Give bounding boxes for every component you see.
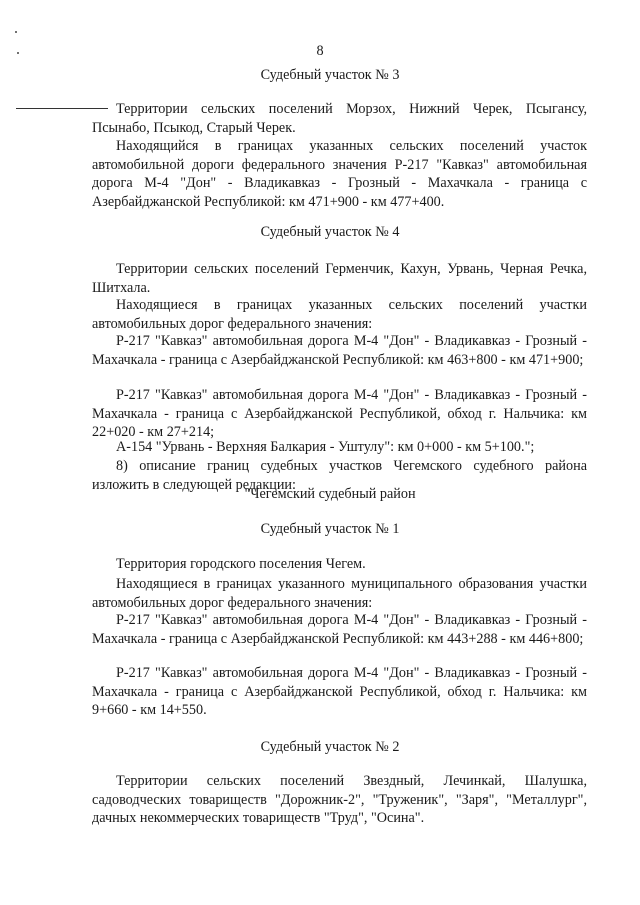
paragraph: Р-217 "Кавказ" автомобильная дорога М-4 "Дон" - Владикавказ - Грозный - Махачкала - граница с Азербайджанской Республикой, обход г. Нальчика: км 9+660 - км 14+550. [92,665,587,719]
section-heading-4: Судебный участок № 4 [260,224,400,240]
section-heading-3: Судебный участок № 3 [260,67,400,83]
paragraph: 8) описание границ судебных участков Чегемского судебного района изложить в следующей редакции: [92,458,587,493]
paragraph: Находящиеся в границах указанного муниципального образования участки автомобильных дорог федерального значения: [92,576,587,611]
paragraph: Территории сельских поселений Морзох, Нижний Черек, Псыгансу, Псынабо, Псыкод, Старый Черек. [92,101,587,136]
paragraph: Находящиеся в границах указанных сельских поселений участки автомобильных дорог федерального значения: [92,297,587,332]
paragraph: Р-217 "Кавказ" автомобильная дорога М-4 "Дон" - Владикавказ - Грозный - Махачкала - граница с Азербайджанской Республикой: км 443+288 - км 446+800; [92,612,587,647]
paragraph: Территория городского поселения Чегем. [116,556,366,572]
paragraph: Находящийся в границах указанных сельских поселений участок автомобильной дороги федерального значения Р-217 "Кавказ" автомобильная дорога М-4 "Дон" - Владикавказ - Грозный - Махачкала - граница с Азербайджанской Республикой: км 471+900 - км 477+400. [92,138,587,210]
paragraph: Р-217 "Кавказ" автомобильная дорога М-4 "Дон" - Владикавказ - Грозный - Махачкала - граница с Азербайджанской Республикой, обход г. Нальчика: км 22+020 - км 27+214; [92,387,587,441]
scan-speck [15,31,17,33]
section-heading-c2: Судебный участок № 2 [260,739,400,755]
section-heading-c1: Судебный участок № 1 [260,521,400,537]
district-title: "Чегемский судебный район [244,486,416,502]
paragraph: Территории сельских поселений Звездный, Лечинкай, Шалушка, садоводческих товариществ "Дорожник-2", "Труженик", "Заря", "Металлург", дачных некоммерческих товариществ "Труд", "Осина". [92,773,587,827]
page-number: 8 [316,43,324,59]
paragraph: А-154 "Урвань - Верхняя Балкария - Уштулу": км 0+000 - км 5+100."; [116,439,535,455]
paragraph: Территории сельских поселений Герменчик, Кахун, Урвань, Черная Речка, Шитхала. [92,261,587,296]
paragraph: Р-217 "Кавказ" автомобильная дорога М-4 "Дон" - Владикавказ - Грозный - Махачкала - граница с Азербайджанской Республикой: км 463+800 - км 471+900; [92,333,587,368]
